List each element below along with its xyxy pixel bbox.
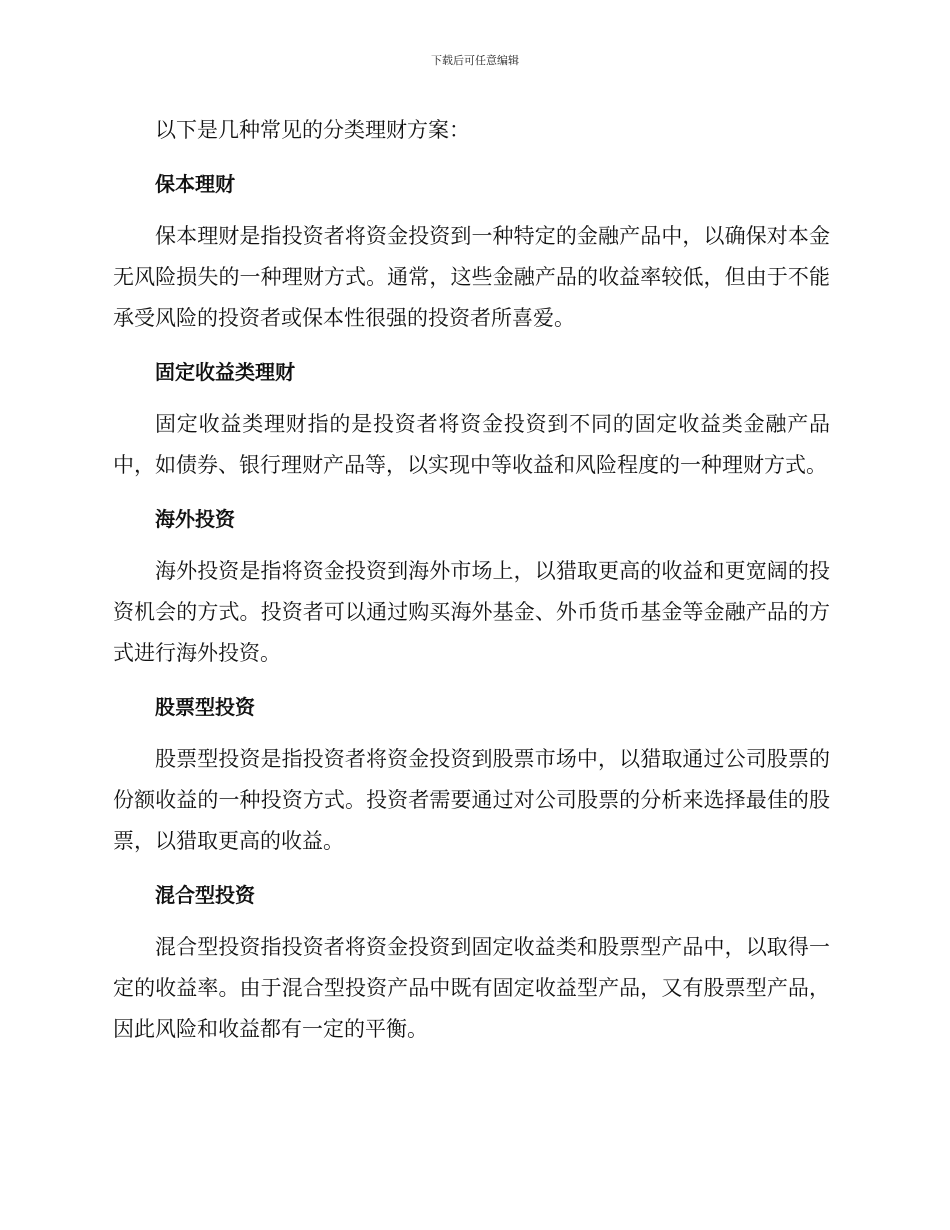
- section-title: 股票型投资: [155, 695, 255, 719]
- section-title: 混合型投资: [155, 883, 255, 907]
- section-title: 保本理财: [155, 172, 235, 196]
- section-stock-investment: [113, 689, 830, 862]
- section-title: 固定收益类理财: [155, 360, 295, 384]
- section-body: 混合型投资指投资者将资金投资到固定收益类和股票型产品中，以取得一定的收益率。由于混合型投资产品中既有固定收益型产品，又有股票型产品，因此风险和收益都有一定的平衡。: [113, 935, 830, 1041]
- section-overseas-investment: [113, 501, 830, 674]
- intro-paragraph: 以下是几种常见的分类理财方案：: [155, 118, 470, 142]
- header-note: 下载后可任意编辑: [431, 54, 519, 67]
- section-principal-protected: [113, 166, 830, 339]
- section-body: 股票型投资是指投资者将资金投资到股票市场中，以猎取通过公司股票的份额收益的一种投资方式。投资者需要通过对公司股票的分析来选择最佳的股票，以猎取更高的收益。: [113, 747, 830, 853]
- section-hybrid-investment: [113, 877, 830, 1050]
- section-fixed-income: [113, 354, 830, 486]
- section-body: 海外投资是指将资金投资到海外市场上，以猎取更高的收益和更宽阔的投资机会的方式。投资者可以通过购买海外基金、外币货币基金等金融产品的方式进行海外投资。: [113, 559, 830, 665]
- section-body: 保本理财是指投资者将资金投资到一种特定的金融产品中，以确保对本金无风险损失的一种理财方式。通常，这些金融产品的收益率较低，但由于不能承受风险的投资者或保本性很强的投资者所喜爱。: [113, 224, 830, 330]
- document-body: [113, 110, 830, 1050]
- section-title: 海外投资: [155, 507, 235, 531]
- section-body: 固定收益类理财指的是投资者将资金投资到不同的固定收益类金融产品中，如债券、银行理财产品等，以实现中等收益和风险程度的一种理财方式。: [113, 412, 830, 477]
